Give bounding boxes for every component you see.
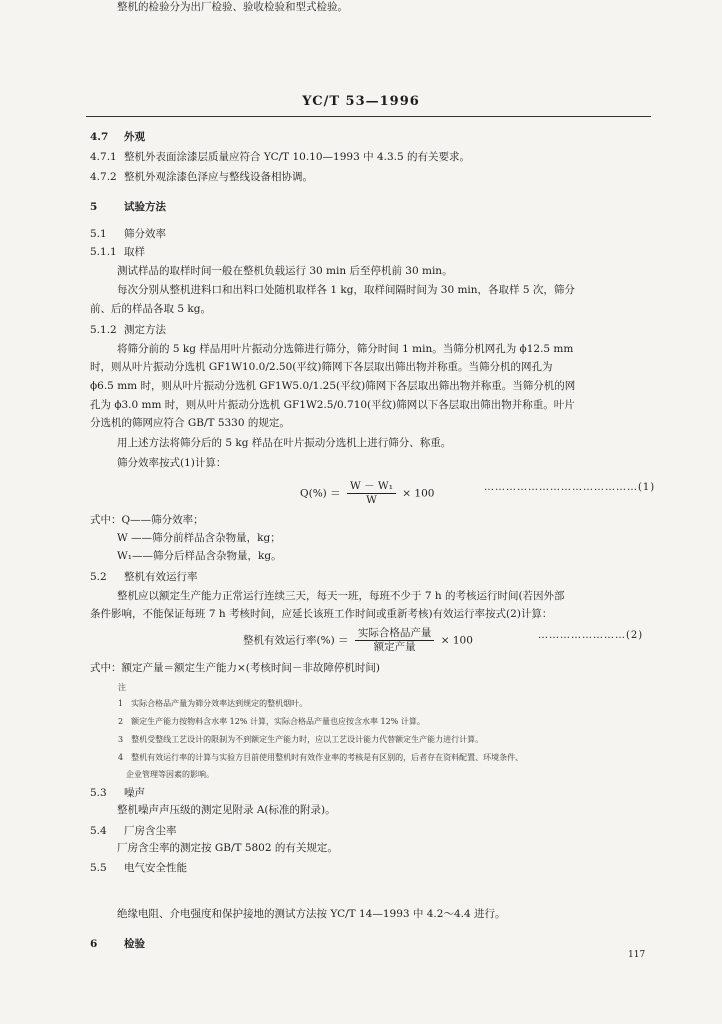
text-line bbox=[117, 549, 282, 563]
text-line bbox=[90, 570, 198, 584]
text-line bbox=[90, 323, 166, 337]
line-text: 分选机的筛网应符合 GB/T 5330 的规定。 bbox=[90, 417, 290, 429]
text-line bbox=[90, 200, 166, 214]
section-number: 4.7.1 bbox=[90, 151, 117, 163]
text-line bbox=[117, 0, 348, 14]
section-number: 5.1 bbox=[90, 228, 107, 240]
line-text: 厂房含尘率 bbox=[124, 825, 177, 837]
text-line bbox=[90, 416, 290, 430]
line-text: ϕ6.5 mm 时，则从叶片振动分选机 GF1W5.0/1.25(平纹)筛网下各层取出筛出物并称重。当筛分机的网 bbox=[90, 380, 576, 392]
equation-2 bbox=[243, 627, 473, 654]
equation-2-rhs: × 100 bbox=[440, 634, 473, 647]
header-rule bbox=[86, 116, 651, 117]
text-line bbox=[90, 661, 380, 675]
text-line bbox=[117, 436, 451, 450]
line-text: 用上述方法将筛分后的 5 kg 样品在叶片振动分选机上进行筛分、称重。 bbox=[117, 437, 452, 449]
line-text: 整机的检验分为出厂检验、验收检验和型式检验。 bbox=[117, 1, 348, 13]
line-text: 筛分效率 bbox=[124, 228, 166, 240]
line-text: 整机应以额定生产能力正常运行连续三天，每天一班，每班不少于 7 h 的考核运行时间(若因外部 bbox=[117, 590, 565, 602]
line-text: 外观 bbox=[124, 131, 145, 143]
line-text: 绝缘电阻、介电强度和保护接地的测试方法按 YC/T 14—1993 中 4.2～4.4 进行。 bbox=[117, 908, 506, 920]
text-line bbox=[90, 130, 145, 144]
line-text: 整机有效运行率 bbox=[124, 571, 198, 583]
equation-1-fraction bbox=[347, 480, 396, 507]
line-text: 测定方法 bbox=[124, 324, 166, 336]
text-line bbox=[90, 824, 177, 838]
line-text: 整机噪声声压级的测定见附录 A(标准的附录)。 bbox=[117, 804, 336, 816]
section-number: 5.1.1 bbox=[90, 246, 117, 258]
line-text: 试验方法 bbox=[124, 201, 166, 213]
section-number: 5.3 bbox=[90, 787, 107, 799]
text-line bbox=[90, 607, 552, 621]
text-line bbox=[90, 861, 187, 875]
equation-2-lhs: 整机有效运行率(%) ＝ bbox=[243, 634, 349, 647]
line-text: 将筛分前的 5 kg 样品用叶片振动分选筛进行筛分，筛分时间 1 min。当筛分机网孔为 ϕ12.5 mm bbox=[117, 343, 574, 355]
line-text: 电气安全性能 bbox=[124, 862, 187, 874]
line-text: 时，则从叶片振动分选机 GF1W10.0/2.50(平纹)筛网下各层取出筛出物并称重。当筛分机的网孔为 bbox=[90, 361, 553, 373]
line-text: 每次分别从整机进料口和出料口处随机取样各 1 kg，取样间隔时间为 30 min，各取样 5 次，筛分 bbox=[117, 284, 575, 296]
text-line bbox=[90, 786, 145, 800]
section-number: 6 bbox=[90, 938, 98, 950]
line-text: 前、后的样品各取 5 kg。 bbox=[90, 303, 211, 315]
line-text: 式中：Q——筛分效率； bbox=[90, 514, 204, 526]
text-line bbox=[117, 264, 453, 278]
section-number: 4.7.2 bbox=[90, 171, 117, 183]
note-line: 企业管理等因素的影响。 bbox=[118, 770, 214, 779]
equation-2-label: ……………………(2) bbox=[538, 630, 644, 641]
equation-1 bbox=[300, 480, 434, 507]
equation-1-lhs: Q(%) ＝ bbox=[300, 487, 341, 500]
document-header: YC/T 53—1996 bbox=[302, 94, 420, 109]
text-line bbox=[90, 150, 470, 164]
equation-1-denominator: W bbox=[366, 494, 377, 506]
text-line bbox=[90, 302, 211, 316]
section-number: 5.4 bbox=[90, 825, 107, 837]
section-number: 5.5 bbox=[90, 862, 107, 874]
line-text: 噪声 bbox=[124, 787, 145, 799]
text-line bbox=[117, 841, 338, 855]
equation-2-fraction bbox=[355, 627, 435, 654]
line-text: 筛分效率按式(1)计算： bbox=[117, 457, 227, 469]
note-line: 3 整机受整线工艺设计的限制为不到额定生产能力时，应以工艺设计能力代替额定生产能力进行计算。 bbox=[118, 735, 484, 744]
line-text: 孔为 ϕ3.0 mm 时，则从叶片振动分选机 GF1W2.5/0.710(平纹)筛网以下各层取出筛出物并称重。叶片 bbox=[90, 399, 575, 411]
text-line bbox=[90, 245, 145, 259]
text-line bbox=[90, 170, 313, 184]
note-line: 1 实际合格品产量为筛分效率达到规定的整机烟叶。 bbox=[118, 699, 308, 708]
note-line: 4 整机有效运行率的计算与实验方目前使用整机时有效作业率的考核是有区别的，后者存在资料配置、环境条件、 bbox=[118, 753, 524, 762]
line-text: W ——筛分前样品含杂物量，kg； bbox=[117, 532, 281, 544]
line-text: W₁——筛分后样品含杂物量，kg。 bbox=[117, 550, 282, 562]
text-line bbox=[117, 589, 565, 603]
equation-1-rhs: × 100 bbox=[402, 487, 435, 500]
equation-2-denominator: 额定产量 bbox=[373, 641, 416, 653]
line-text: 厂房含尘率的测定按 GB/T 5802 的有关规定。 bbox=[117, 842, 338, 854]
section-number: 5.1.2 bbox=[90, 324, 117, 336]
text-line bbox=[117, 283, 575, 297]
note-line: 注 bbox=[118, 683, 126, 692]
section-number: 5.2 bbox=[90, 571, 107, 583]
line-text: 整机外表面涂漆层质量应符合 YC/T 10.10—1993 中 4.3.5 的有关要求。 bbox=[124, 151, 471, 163]
section-number: 5 bbox=[90, 201, 98, 213]
text-line bbox=[90, 937, 145, 951]
text-line bbox=[117, 907, 506, 921]
line-text: 条件影响，不能保证每班 7 h 考核时间，应延长该班工作时间或重新考核)有效运行率按式(2)计算： bbox=[90, 608, 553, 620]
equation-1-label: ……………………………………(1) bbox=[484, 482, 656, 493]
line-text: 测试样品的取样时间一般在整机负载运行 30 min 后至停机前 30 min。 bbox=[117, 265, 453, 277]
text-line bbox=[90, 360, 552, 374]
equation-2-numerator: 实际合格品产量 bbox=[355, 627, 435, 641]
text-line bbox=[117, 803, 336, 817]
line-text: 整机外观涂漆色泽应与整线设备相协调。 bbox=[124, 171, 313, 183]
text-line bbox=[117, 456, 226, 470]
text-line bbox=[90, 227, 166, 241]
section-number: 4.7 bbox=[90, 131, 109, 143]
equation-1-numerator: W － W₁ bbox=[347, 480, 396, 494]
note-line: 2 额定生产能力按物料含水率 12% 计算，实际合格品产量也应按含水率 12% 计算。 bbox=[118, 717, 425, 726]
line-text: 式中：额定产量＝额定生产能力×(考核时间－非故障停机时间) bbox=[90, 662, 380, 674]
line-text: 检验 bbox=[124, 938, 145, 950]
text-line bbox=[90, 379, 575, 393]
page-number: 117 bbox=[628, 950, 646, 960]
text-line bbox=[117, 342, 573, 356]
text-line bbox=[90, 513, 204, 527]
line-text: 取样 bbox=[124, 246, 145, 258]
text-line bbox=[117, 531, 281, 545]
text-line bbox=[90, 398, 575, 412]
